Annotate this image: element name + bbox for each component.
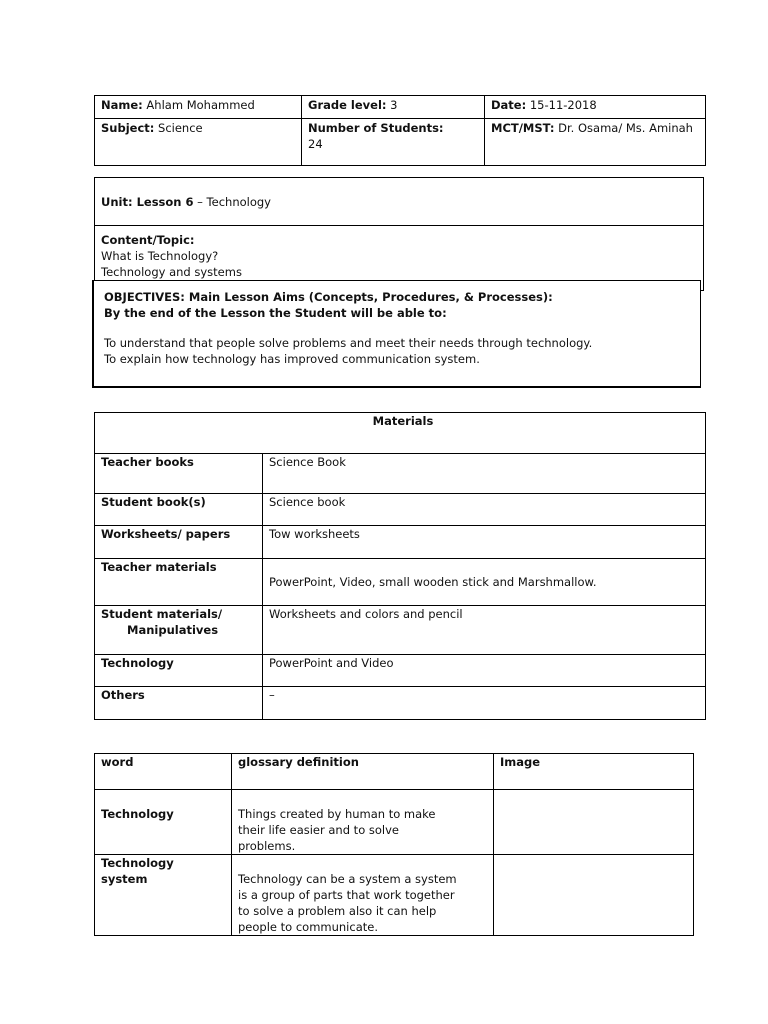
grade-value: 3 [386,98,398,112]
name-value: Ahlam Mohammed [142,98,255,112]
material-label-line: Student materials/ [101,607,223,621]
glossary-definition-line: Technology can be a system a system [238,872,457,886]
mct-cell [485,119,706,166]
glossary-header-image: Image [494,754,694,790]
glossary-definition-line: is a group of parts that work together [238,888,455,902]
unit-lesson: Lesson 6 [132,195,194,209]
glossary-table [94,753,693,936]
unit-title: – Technology [193,195,271,209]
materials-title: Materials [95,413,706,454]
grade-cell [302,96,485,119]
material-value: PowerPoint and Video [263,655,706,687]
glossary-word [95,855,232,936]
content-topic-row [95,226,703,280]
material-value-text: PowerPoint, Video, small wooden stick and Marshmallow. [269,575,597,589]
mct-label: MCT/MST: [491,121,555,135]
glossary-image [494,790,694,855]
objectives-box [92,280,701,388]
students-label: Number of Students: [308,121,444,135]
subject-label: Subject: [101,121,155,135]
header-table [94,95,705,166]
subject-cell [95,119,302,166]
grade-label: Grade level: [308,98,387,112]
unit-label: Unit: [101,195,133,209]
date-cell [485,96,706,119]
unit-row [95,178,703,226]
material-value: Science Book [263,454,706,494]
materials-table [94,412,705,720]
glossary-definition-line: Things created by human to make [238,807,436,821]
glossary-definition-line: people to communicate. [238,920,378,934]
glossary-header-word: word [95,754,232,790]
objective-item: To understand that people solve problems and meet their needs through technology. [104,336,593,350]
material-label: Others [95,687,263,720]
material-label: Student book(s) [95,494,263,526]
material-value: Science book [263,494,706,526]
material-label: Teacher materials [95,559,263,606]
date-value: 15-11-2018 [526,98,597,112]
glossary-definition-line: problems. [238,839,296,853]
content-topic-label: Content/Topic: [101,233,195,247]
name-label: Name: [101,98,143,112]
glossary-image [494,855,694,936]
date-label: Date: [491,98,527,112]
glossary-definition [232,790,494,855]
glossary-header-definition: glossary definition [232,754,494,790]
unit-box [94,177,704,291]
glossary-definition-line: to solve a problem also it can help [238,904,437,918]
material-value [263,559,706,606]
subject-value: Science [154,121,203,135]
glossary-word-line: system [101,872,148,886]
glossary-word-line: Technology [101,856,174,870]
content-topic-line: What is Technology? [101,249,219,263]
glossary-word [95,790,232,855]
mct-value: Dr. Osama/ Ms. Aminah [554,121,693,135]
material-label-line: Manipulatives [127,623,219,637]
content-topic-line: Technology and systems [101,265,242,279]
glossary-definition-line: their life easier and to solve [238,823,399,837]
objectives-heading: OBJECTIVES: Main Lesson Aims (Concepts, Procedures, & Processes): [104,290,553,304]
name-cell [95,96,302,119]
glossary-word-text: Technology [101,807,174,821]
material-label: Worksheets/ papers [95,526,263,559]
students-cell [302,119,485,166]
glossary-definition [232,855,494,936]
objectives-subheading: By the end of the Lesson the Student will be able to: [104,306,447,320]
material-label [95,606,263,655]
objective-item: To explain how technology has improved communication system. [104,352,480,366]
material-label: Technology [95,655,263,687]
material-value: – [263,687,706,720]
students-value: 24 [308,137,323,151]
material-value: Tow worksheets [263,526,706,559]
material-value: Worksheets and colors and pencil [263,606,706,655]
material-label: Teacher books [95,454,263,494]
